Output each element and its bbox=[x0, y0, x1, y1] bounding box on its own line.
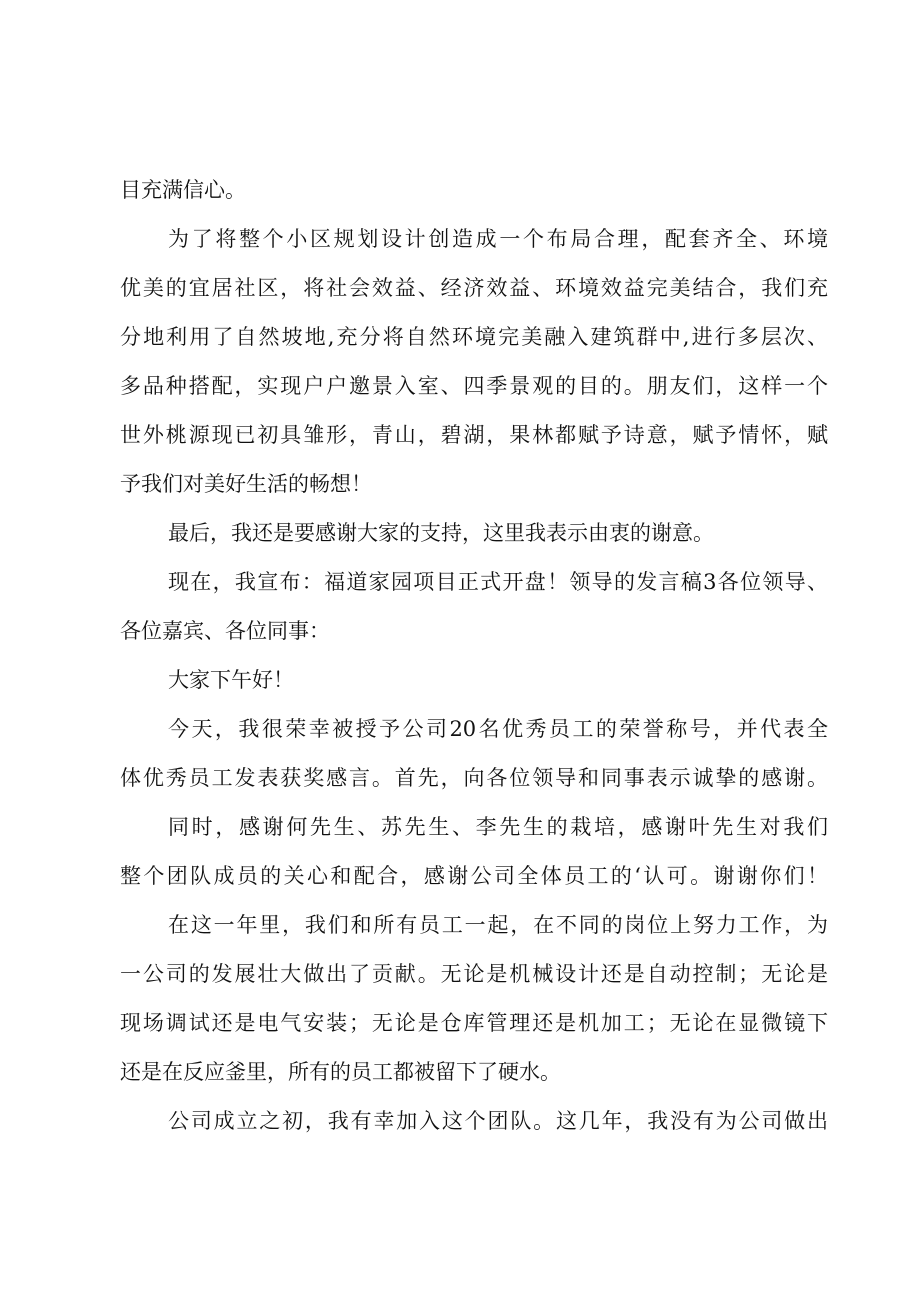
text-line: 整个团队成员的关心和配合，感谢公司全体员工的‘认可。谢谢你们！ bbox=[120, 864, 828, 888]
text-line: 现场调试还是电气安装；无论是仓库管理还是机加工；无论在显微镜下 bbox=[120, 1011, 828, 1035]
text-line: 体优秀员工发表获奖感言。首先，向各位领导和同事表示诚挚的感谢。 bbox=[120, 766, 828, 790]
paragraph-1 bbox=[120, 166, 828, 215]
text-line: 在这一年里，我们和所有员工一起，在不同的岗位上努力工作，为 bbox=[168, 913, 828, 937]
text-line: 最后，我还是要感谢大家的支持，这里我表示由衷的谢意。 bbox=[168, 521, 714, 545]
text-line: 分地利用了自然坡地,充分将自然环境完美融入建筑群中,进行多层次、 bbox=[120, 325, 828, 349]
text-line: 今天，我很荣幸被授予公司20名优秀员工的荣誉称号，并代表全 bbox=[168, 717, 828, 741]
paragraph-8 bbox=[120, 901, 828, 1097]
text-line: 公司成立之初，我有幸加入这个团队。这几年，我没有为公司做出 bbox=[168, 1109, 828, 1133]
text-line: 同时，感谢何先生、苏先生、李先生的栽培，感谢叶先生对我们 bbox=[168, 815, 828, 839]
paragraph-3 bbox=[120, 509, 828, 558]
text-line: 多品种搭配，实现户户邀景入室、四季景观的目的。朋友们，这样一个 bbox=[120, 374, 828, 398]
text-line: 各位嘉宾、各位同事： bbox=[120, 619, 330, 643]
text-line: 优美的宜居社区，将社会效益、经济效益、环境效益完美结合，我们充 bbox=[120, 276, 828, 300]
paragraph-7 bbox=[120, 803, 828, 901]
text-line: 一公司的发展壮大做出了贡献。无论是机械设计还是自动控制；无论是 bbox=[120, 962, 828, 986]
document-body bbox=[120, 166, 828, 1146]
text-line: 现在，我宣布：福道家园项目正式开盘！领导的发言稿3各位领导、 bbox=[168, 570, 828, 594]
text-line: 予我们对美好生活的畅想！ bbox=[120, 472, 372, 496]
text-line: 大家下午好！ bbox=[168, 668, 294, 692]
text-line: 目充满信心。 bbox=[120, 178, 246, 202]
paragraph-9 bbox=[120, 1097, 828, 1146]
paragraph-6 bbox=[120, 705, 828, 803]
text-line: 世外桃源现已初具雏形，青山，碧湖，果林都赋予诗意，赋予情怀，赋 bbox=[120, 423, 828, 447]
text-line: 还是在反应釜里，所有的员工都被留下了硬水。 bbox=[120, 1060, 561, 1084]
paragraph-4 bbox=[120, 558, 828, 656]
paragraph-2 bbox=[120, 215, 828, 509]
text-line: 为了将整个小区规划设计创造成一个布局合理，配套齐全、环境 bbox=[168, 227, 828, 251]
paragraph-5 bbox=[120, 656, 828, 705]
